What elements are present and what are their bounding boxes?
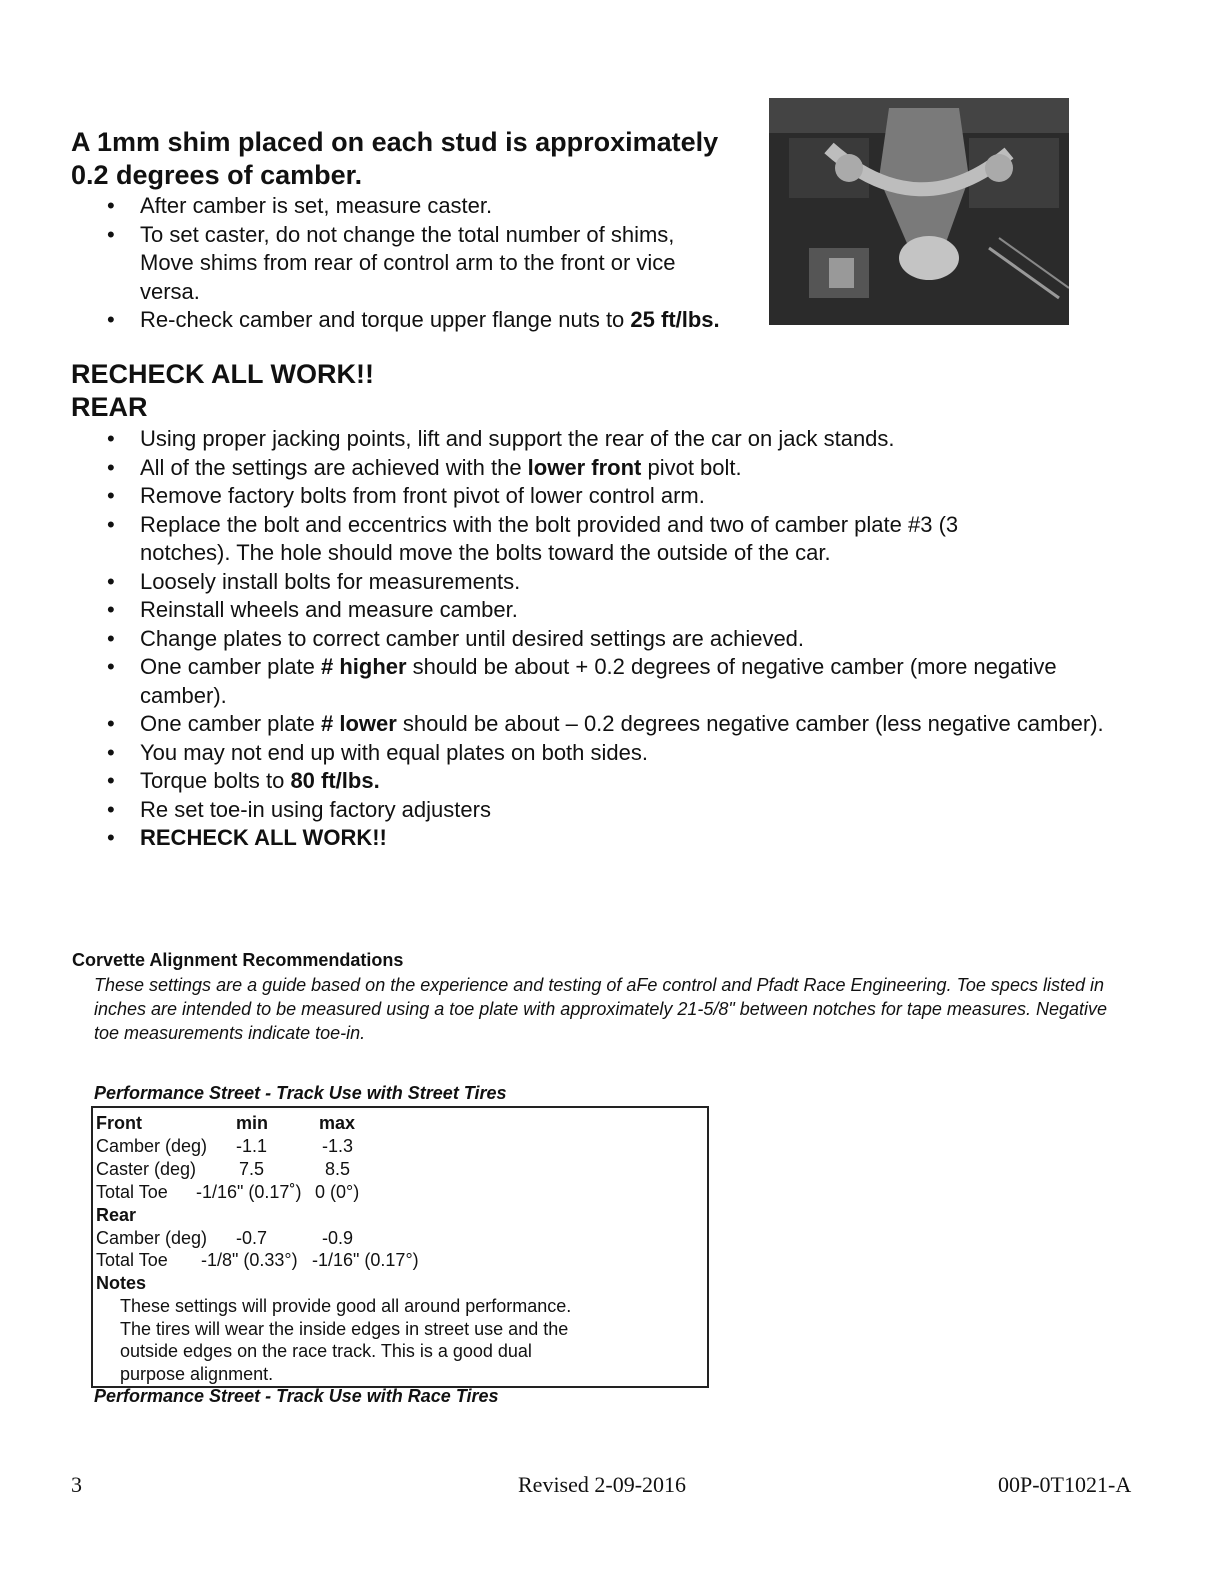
list-item: • Re set toe-in using factory adjusters — [107, 796, 491, 822]
revision-date: Revised 2-09-2016 — [518, 1472, 687, 1497]
list-item: • One camber plate # higher should be about + 0.2 degrees of negative camber (more negative camber). — [107, 654, 1057, 708]
rear-heading: REAR — [71, 392, 148, 422]
alignment-table: Front min max Camber (deg) -1.1 -1.3 Caster (deg) 7.5 8.5 Total Toe -1/16" (0.17˚) 0 (0°) Rear Camber (deg) -0.7 -0.9 Total Toe -1/8" (0.33°) -1/16" (0.17°) Notes These settings will provide good all around performance. The tires will wear the inside edges in street use and the outside edges on the race track. This is a good dual purpose alignment. — [91, 1106, 709, 1388]
rear-bullet-list — [70, 425, 1130, 853]
list-item: • To set caster, do not change the total number of shims, Move shims from rear of control arm to the front or vice versa. — [107, 221, 676, 304]
recommendations-intro: These settings are a guide based on the experience and testing of aFe control and Pfadt Race Engineering. Toe specs listed in inches are intended to be measured using a toe plate with approximately 21-5/8" between notches for tape measures. Negative toe measurements indicate toe-in. — [94, 975, 1108, 1043]
list-item: • Re-check camber and torque upper flange nuts to 25 ft/lbs. — [107, 307, 720, 332]
list-item: • Replace the bolt and eccentrics with the bolt provided and two of camber plate #3 (3 notches). The hole should move the bolts toward the outside of the car. — [107, 511, 959, 565]
notes-text: These settings will provide good all around performance. The tires will wear the inside edges in street use and the outside edges on the race track. This is a good dual purpose alignment. — [120, 1296, 572, 1384]
heading-shim — [71, 126, 718, 192]
recommendations-title: Corvette Alignment Recommendations — [72, 950, 404, 970]
list-item: • You may not end up with equal plates on both sides. — [107, 739, 648, 765]
recheck-heading: RECHECK ALL WORK!! — [71, 359, 374, 389]
heading-line-1: A 1mm shim placed on each stud is approximately — [71, 127, 719, 157]
list-item: • RECHECK ALL WORK!! — [107, 825, 387, 850]
list-item: • Using proper jacking points, lift and support the rear of the car on jack stands. — [107, 426, 895, 451]
list-item: • After camber is set, measure caster. — [107, 193, 493, 218]
table-title-street-tires: Performance Street - Track Use with Street Tires — [94, 1083, 507, 1103]
list-item: • Change plates to correct camber until desired settings are achieved. — [107, 625, 805, 651]
page-number: 3 — [71, 1472, 82, 1497]
heading-line-2: 0.2 degrees of camber. — [71, 160, 363, 190]
list-item: • Torque bolts to 80 ft/lbs. — [107, 768, 380, 793]
suspension-photo-icon — [769, 98, 1069, 325]
part-number: 00P-0T1021-A — [998, 1472, 1132, 1497]
list-item: • All of the settings are achieved with the lower front pivot bolt. — [107, 454, 742, 480]
list-item: • Reinstall wheels and measure camber. — [107, 597, 518, 622]
list-item: • Loosely install bolts for measurements. — [107, 568, 521, 594]
list-item: • Remove factory bolts from front pivot of lower control arm. — [107, 483, 705, 508]
list-item: • One camber plate # lower should be about – 0.2 degrees negative camber (less negative camber). — [107, 711, 1104, 736]
table-title-race-tires: Performance Street - Track Use with Race Tires — [94, 1386, 499, 1406]
shim-bullet-list — [70, 192, 730, 335]
